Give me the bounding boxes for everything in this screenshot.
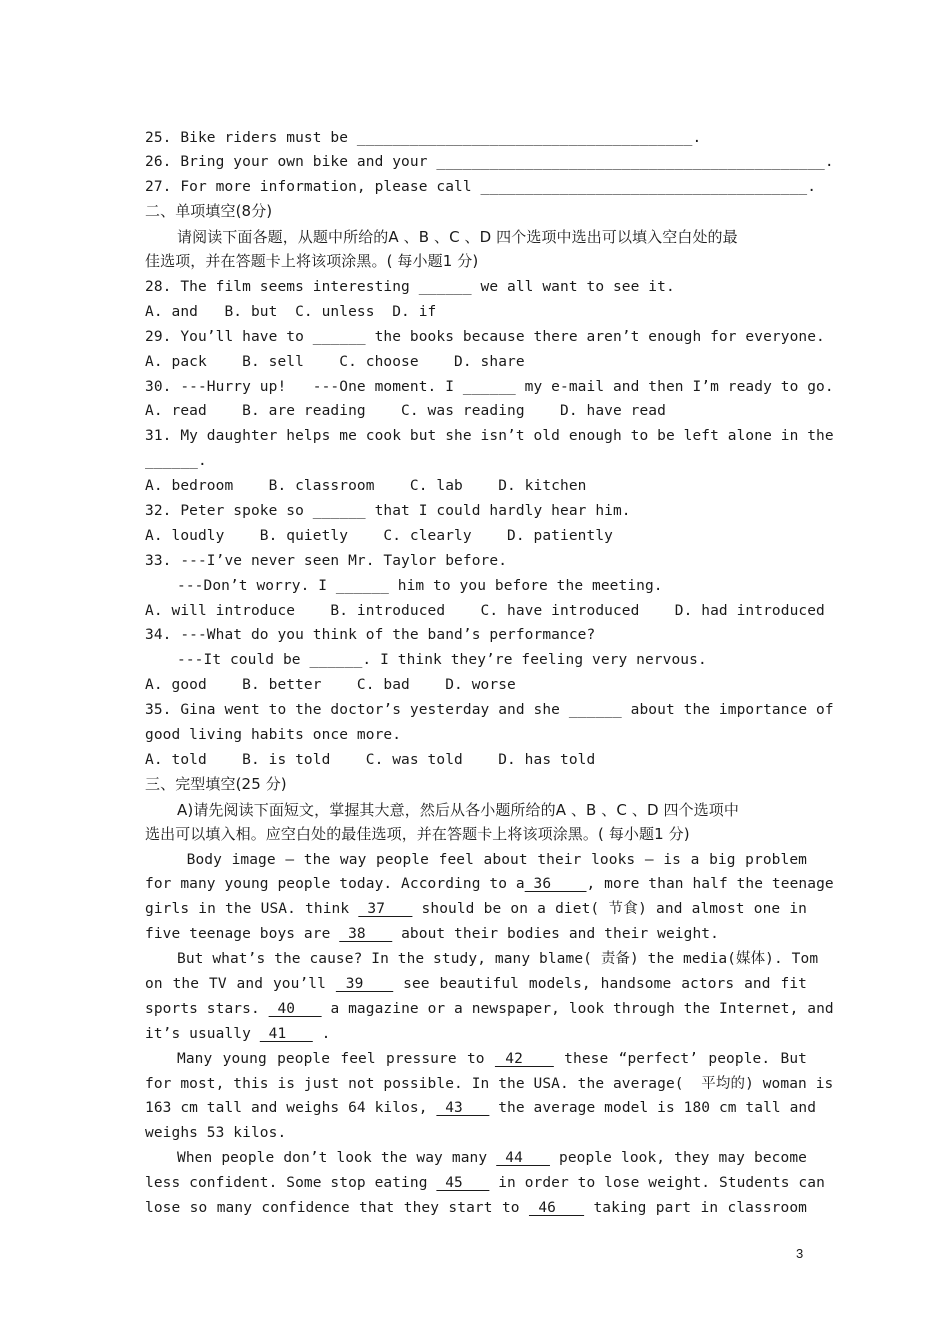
passage-line: lose so many confidence that they start to 46 taking part in classroom (145, 1200, 807, 1216)
section-3-instruction-line-1: A)请先阅读下面短文，掌握其大意，然后从各小题所给的A 、B 、C 、D 四个选项中 (177, 801, 739, 819)
options-35: A. told B. is told C. was told D. has told (145, 752, 596, 768)
passage-line: Many young people feel pressure to 42 these “perfect’ people. But (177, 1051, 808, 1067)
question-33: 33. ---I’ve never seen Mr. Taylor before. (145, 553, 508, 569)
passage-line: for many young people today. According to a 36 , more than half the teenage (145, 876, 834, 892)
question-30: 30. ---Hurry up! ---One moment. I ______ my e-mail and then I’m ready to go. (145, 379, 834, 395)
passage-line: for most, this is just not possible. In the USA. the average( 平均的) woman is (145, 1076, 834, 1092)
options-29: A. pack B. sell C. choose D. share (145, 354, 525, 370)
passage-line: When people don’t look the way many 44 people look, they may become (177, 1150, 807, 1166)
blank-46: 46 (528, 1200, 585, 1216)
passage-line: weighs 53 kilos. (145, 1125, 287, 1141)
section-2-instruction-line-2: 佳选项，并在答题卡上将该项涂黑。( 每小题1 分) (145, 252, 479, 270)
passage-line: But what’s the cause? In the study, many blame( 责备) the media(媒体). Tom (177, 951, 819, 967)
question-33-reply: ---Don’t worry. I ______ him to you before the meeting. (177, 578, 663, 594)
section-3-heading: 三、完型填空(25 分) (145, 775, 287, 793)
blank-37: 37 (358, 901, 413, 917)
passage-line: on the TV and you’ll 39 see beautiful models, handsome actors and fit (145, 976, 808, 992)
passage-line: five teenage boys are 38 about their bodies and their weight. (145, 926, 719, 942)
options-32: A. loudly B. quietly C. clearly D. patiently (145, 528, 613, 544)
question-25: 25. Bike riders must be ______________________________________. (145, 130, 702, 146)
options-30: A. read B. are reading C. was reading D. have read (145, 403, 666, 419)
question-29: 29. You’ll have to ______ the books because there aren’t enough for everyone. (145, 329, 825, 345)
blank-43: 43 (436, 1100, 490, 1116)
question-34-reply: ---It could be ______. I think they’re feeling very nervous. (177, 652, 707, 668)
blank-38: 38 (339, 926, 393, 942)
page-number: 3 (796, 1246, 804, 1261)
passage-line: less confident. Some stop eating 45 in order to lose weight. Students can (145, 1175, 825, 1191)
options-28: A. and B. but C. unless D. if (145, 304, 437, 320)
section-3-instruction-line-2: 选出可以填入相。应空白处的最佳选项，并在答题卡上将该项涂黑。( 每小题1 分) (145, 825, 690, 843)
passage-line: it’s usually 41 . (145, 1026, 331, 1042)
section-2-instruction-line-1: 请阅读下面各题，从题中所给的A 、B 、C 、D 四个选项中选出可以填入空白处的最 (177, 228, 738, 246)
blank-36: 36 (524, 876, 587, 892)
passage-line: sports stars. 40 a magazine or a newspaper, look through the Internet, and (145, 1001, 834, 1017)
blank-42: 42 (494, 1051, 554, 1067)
question-31: 31. My daughter helps me cook but she isn’t old enough to be left alone in the (145, 428, 834, 444)
question-32: 32. Peter spoke so ______ that I could hardly hear him. (145, 503, 631, 519)
question-31-continued: ______. (145, 453, 207, 469)
question-26: 26. Bring your own bike and your ____________________________________________. (145, 154, 834, 170)
blank-44: 44 (496, 1150, 550, 1166)
blank-45: 45 (436, 1175, 490, 1191)
options-31: A. bedroom B. classroom C. lab D. kitchen (145, 478, 587, 494)
question-35-continued: good living habits once more. (145, 727, 402, 743)
question-28: 28. The film seems interesting ______ we all want to see it. (145, 279, 675, 295)
blank-39: 39 (335, 976, 394, 992)
question-34: 34. ---What do you think of the band’s performance? (145, 627, 596, 643)
question-35: 35. Gina went to the doctor’s yesterday and she ______ about the importance of (145, 702, 834, 718)
options-33: A. will introduce B. introduced C. have introduced D. had introduced (145, 603, 825, 619)
passage-line: 163 cm tall and weighs 64 kilos, 43 the average model is 180 cm tall and (145, 1100, 817, 1116)
blank-41: 41 (259, 1026, 313, 1042)
passage-line: girls in the USA. think 37 should be on a diet( 节食) and almost one in (145, 901, 807, 917)
blank-40: 40 (268, 1001, 322, 1017)
question-27: 27. For more information, please call _____________________________________. (145, 179, 817, 195)
section-2-heading: 二、单项填空(8分) (145, 202, 273, 220)
options-34: A. good B. better C. bad D. worse (145, 677, 516, 693)
passage-line: Body image – the way people feel about their looks – is a big problem (177, 852, 807, 868)
